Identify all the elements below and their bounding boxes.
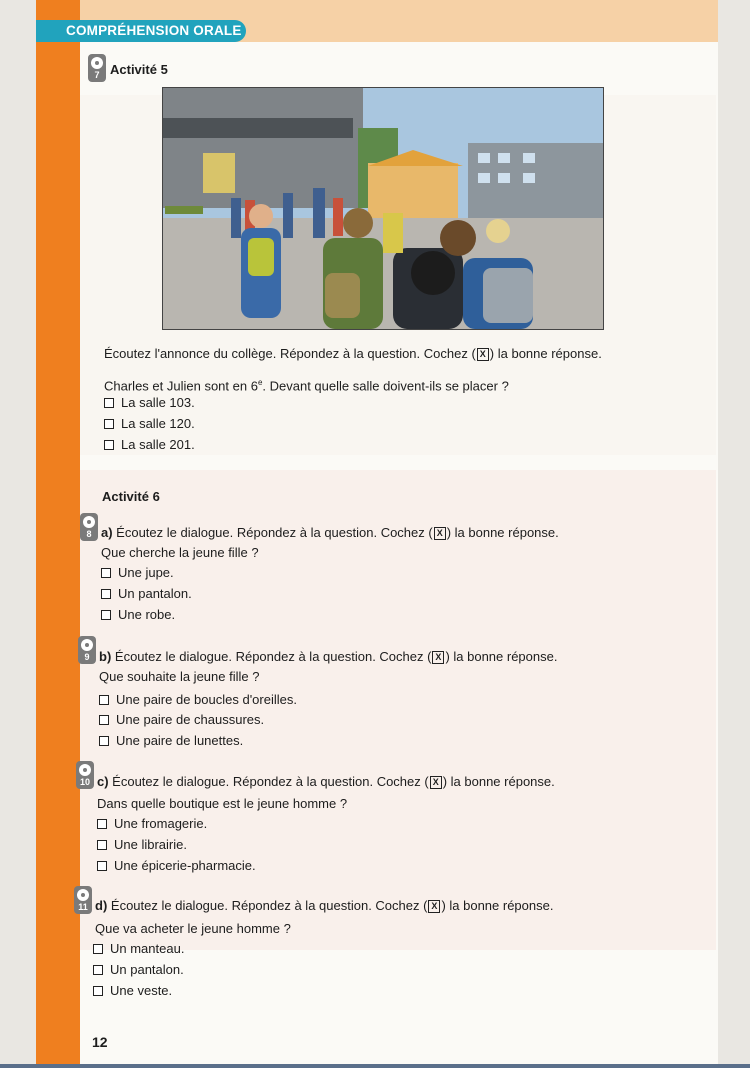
answer-option[interactable]: Une fromagerie. (97, 816, 207, 831)
part-d-instruction: d) Écoutez le dialogue. Répondez à la question. Cochez ( X ) la bonne réponse. (95, 898, 554, 913)
cd-icon: 8 (80, 513, 98, 541)
part-a-question: Que cherche la jeune fille ? (101, 545, 259, 560)
checkbox-icon[interactable] (97, 861, 107, 871)
checked-box-icon: X (434, 527, 446, 540)
activity-5-instruction: Écoutez l'annonce du collège. Répondez à la question. Cochez ( X ) la bonne réponse. (104, 346, 602, 361)
answer-option[interactable]: La salle 120. (104, 416, 195, 431)
school-yard-illustration (162, 87, 604, 330)
cd-icon: 11 (74, 886, 92, 914)
checkbox-icon[interactable] (99, 695, 109, 705)
part-a-instruction: a) Écoutez le dialogue. Répondez à la question. Cochez ( X ) la bonne réponse. (101, 525, 559, 540)
checkbox-icon[interactable] (99, 715, 109, 725)
checkbox-icon[interactable] (99, 736, 109, 746)
answer-option[interactable]: La salle 103. (104, 395, 195, 410)
page-number: 12 (92, 1034, 108, 1050)
checkbox-icon[interactable] (101, 610, 111, 620)
answer-option[interactable]: Un pantalon. (93, 962, 184, 977)
activity-5-question: Charles et Julien sont en 6e. Devant quelle salle doivent-ils se placer ? (104, 378, 509, 394)
answer-option[interactable]: Une paire de chaussures. (99, 712, 264, 727)
checkbox-icon[interactable] (97, 840, 107, 850)
answer-option[interactable]: Un pantalon. (101, 586, 192, 601)
checked-box-icon: X (432, 651, 444, 664)
answer-option[interactable]: Une librairie. (97, 837, 187, 852)
checkbox-icon[interactable] (101, 589, 111, 599)
answer-option[interactable]: Un manteau. (93, 941, 184, 956)
activity-5-title: Activité 5 (110, 62, 168, 77)
bottom-edge-strip (0, 1064, 750, 1068)
checked-box-icon: X (477, 348, 489, 361)
checked-box-icon: X (430, 776, 442, 789)
part-b-instruction: b) Écoutez le dialogue. Répondez à la question. Cochez ( X ) la bonne réponse. (99, 649, 558, 664)
answer-option[interactable]: Une épicerie-pharmacie. (97, 858, 256, 873)
part-d-question: Que va acheter le jeune homme ? (95, 921, 291, 936)
answer-option[interactable]: Une robe. (101, 607, 175, 622)
cd-icon: 9 (78, 636, 96, 664)
section-banner: COMPRÉHENSION ORALE (36, 20, 246, 42)
show-through-area (76, 470, 716, 950)
checkbox-icon[interactable] (104, 440, 114, 450)
checkbox-icon[interactable] (93, 986, 103, 996)
checkbox-icon[interactable] (97, 819, 107, 829)
answer-option[interactable]: La salle 201. (104, 437, 195, 452)
checkbox-icon[interactable] (93, 965, 103, 975)
checked-box-icon: X (428, 900, 440, 913)
checkbox-icon[interactable] (101, 568, 111, 578)
cd-icon: 10 (76, 761, 94, 789)
cd-icon: 7 (88, 54, 106, 82)
answer-option[interactable]: Une paire de boucles d'oreilles. (99, 692, 297, 707)
part-c-instruction: c) Écoutez le dialogue. Répondez à la question. Cochez ( X ) la bonne réponse. (97, 774, 555, 789)
checkbox-icon[interactable] (104, 398, 114, 408)
answer-option[interactable]: Une paire de lunettes. (99, 733, 243, 748)
activity-6-title: Activité 6 (102, 489, 160, 504)
checkbox-icon[interactable] (104, 419, 114, 429)
checkbox-icon[interactable] (93, 944, 103, 954)
workbook-page (36, 0, 718, 1068)
answer-option[interactable]: Une veste. (93, 983, 172, 998)
part-c-question: Dans quelle boutique est le jeune homme ? (97, 796, 348, 811)
answer-option[interactable]: Une jupe. (101, 565, 174, 580)
part-b-question: Que souhaite la jeune fille ? (99, 669, 260, 684)
